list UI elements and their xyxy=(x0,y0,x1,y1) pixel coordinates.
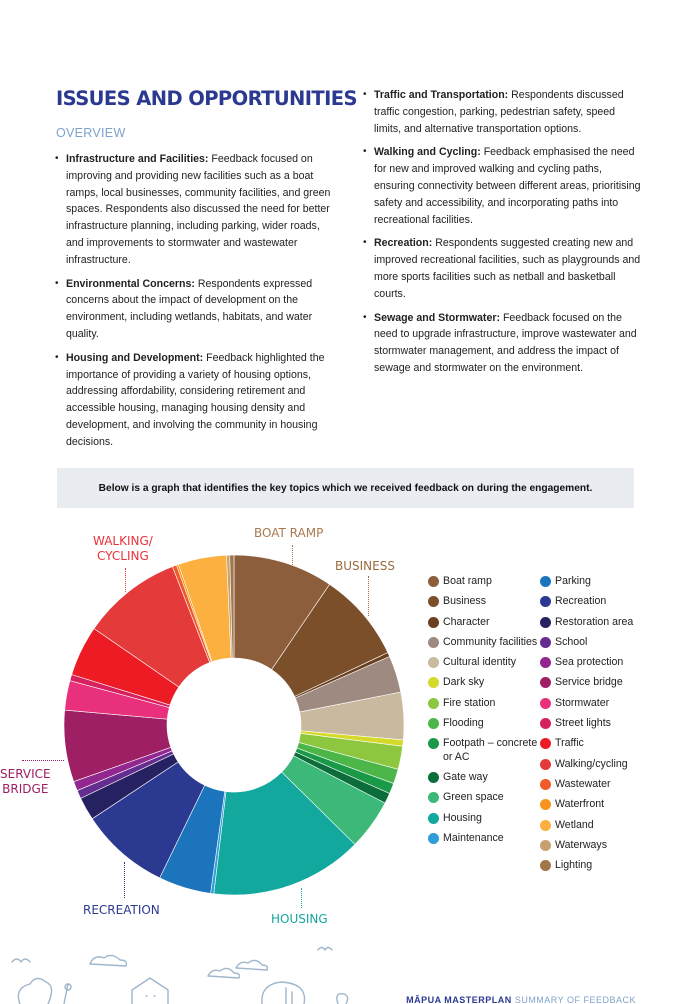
legend-item xyxy=(540,575,660,589)
bullet-text: Respondents expressed concerns about the impact of development on the environment, including wetlands, habitats, and water quality. xyxy=(66,277,313,340)
legend-item xyxy=(428,791,540,805)
legend-item xyxy=(428,636,540,650)
bullet-heading: Sewage and Stormwater: xyxy=(374,311,500,324)
legend-label: Street lights xyxy=(555,717,611,730)
legend-swatch xyxy=(540,820,551,831)
legend-swatch xyxy=(428,772,439,783)
legend-item xyxy=(428,771,540,785)
legend-item xyxy=(540,737,660,751)
legend-item xyxy=(540,859,660,873)
bullet-text: Respondents discussed traffic congestion, parking, pedestrian safety, speed limits, and alternative transportation options. xyxy=(374,89,624,135)
bullet-text: Feedback focused on the need to upgrade infrastructure, improve wastewater and stormwater management, and address the impact of sewage and stormwater on the environment. xyxy=(374,311,637,374)
legend-swatch xyxy=(540,759,551,770)
callout-service-bridge-leader xyxy=(22,760,64,761)
legend-swatch xyxy=(428,617,439,628)
footer-text: MĀPUA MASTERPLAN SUMMARY OF FEEDBACK xyxy=(406,995,636,1004)
legend-item xyxy=(428,616,540,630)
legend-column-1 xyxy=(428,575,540,852)
callout-walking-cycling-leader xyxy=(125,568,126,592)
legend-item xyxy=(428,717,540,731)
bird-icon xyxy=(12,959,30,962)
legend-swatch xyxy=(428,677,439,688)
legend-label: Boat ramp xyxy=(443,575,492,587)
callout-business-leader xyxy=(368,576,369,616)
legend-label: Parking xyxy=(555,575,591,587)
legend-label: Waterfront xyxy=(555,798,605,811)
legend-label: Gate way xyxy=(443,771,488,784)
legend-label: Business xyxy=(443,595,486,608)
legend-item xyxy=(540,778,660,792)
bullet-walking xyxy=(364,144,644,228)
legend-label: Waterways xyxy=(555,838,607,851)
legend-item xyxy=(428,656,540,670)
bullet-text: Feedback emphasised the need for new and improved walking and cycling paths, ensuring connectivity between different areas, prioritising safety and accessibility, and incorporating paths into recreational facilities. xyxy=(374,146,641,226)
legend-swatch xyxy=(540,840,551,851)
legend-item xyxy=(540,676,660,690)
legend-label: Service bridge xyxy=(555,676,623,689)
legend-swatch xyxy=(540,799,551,810)
bullet-heading: Environmental Concerns: xyxy=(66,277,195,290)
legend-label: Green space xyxy=(443,791,504,804)
legend-label: Traffic xyxy=(555,737,584,750)
legend-swatch xyxy=(428,813,439,824)
legend-item xyxy=(540,758,660,772)
legend-label: School xyxy=(555,635,588,648)
bullet-heading: Housing and Development: xyxy=(66,351,204,364)
legend-label: Fire station xyxy=(443,696,496,709)
legend-label: Housing xyxy=(443,811,482,824)
bird-icon xyxy=(318,948,332,951)
bullet-traffic xyxy=(364,87,644,137)
callout-recreation: RECREATION xyxy=(83,903,160,917)
legend-label: Community facilities xyxy=(443,635,538,648)
legend-item xyxy=(428,595,540,609)
legend-swatch xyxy=(540,596,551,607)
bullet-text: Feedback highlighted the importance of providing a variety of housing options, addressing affordability, considering retirement and accessible housing, managing housing density and development, and involving the community in housing decisions. xyxy=(66,351,325,448)
right-bullet-list xyxy=(364,87,644,384)
legend-item xyxy=(428,737,540,764)
page-title: ISSUES AND OPPORTUNITIES xyxy=(56,87,357,110)
legend-swatch xyxy=(428,718,439,729)
legend-item xyxy=(540,616,660,630)
callout-boat-ramp: BOAT RAMP xyxy=(254,526,324,540)
legend-label: Footpath – concrete or AC xyxy=(443,737,538,763)
legend-swatch xyxy=(428,738,439,749)
legend-swatch xyxy=(428,637,439,648)
legend-item xyxy=(540,717,660,731)
callout-business: BUSINESS xyxy=(335,559,395,573)
legend-item xyxy=(540,798,660,812)
legend-label: Wetland xyxy=(555,818,594,831)
legend-item xyxy=(540,595,660,609)
bullet-heading: Recreation: xyxy=(374,237,433,250)
callout-housing-leader xyxy=(301,888,302,908)
cloud-icon xyxy=(236,960,267,970)
legend-item xyxy=(540,697,660,711)
legend-label: Restoration area xyxy=(555,615,634,628)
legend-swatch xyxy=(540,657,551,668)
person-icon xyxy=(64,984,71,1004)
legend-swatch xyxy=(540,718,551,729)
legend-swatch xyxy=(540,860,551,871)
legend-swatch xyxy=(428,833,439,844)
legend-label: Stormwater xyxy=(555,696,610,709)
legend-label: Maintenance xyxy=(443,832,504,845)
callout-housing: HOUSING xyxy=(271,912,328,926)
legend-swatch xyxy=(540,637,551,648)
bullet-text: Feedback focused on improving and providing new facilities such as a boat ramps, local businesses, community facilities, and green spaces. Respondents also discussed the need for better infrastructure planning, including parking, wider roads, and improvements to stormwater and wastewater infrastructure. xyxy=(66,153,331,266)
shell-icon xyxy=(337,994,348,1004)
legend-label: Lighting xyxy=(555,859,593,872)
legend-label: Wastewater xyxy=(555,777,611,790)
tree-icon xyxy=(18,978,51,1004)
legend-label: Recreation xyxy=(555,595,607,608)
legend-item xyxy=(540,819,660,833)
legend-swatch xyxy=(540,677,551,688)
callout-walking-cycling: WALKING/ CYCLING xyxy=(93,534,153,563)
tree-icon xyxy=(286,988,292,1004)
legend-item xyxy=(540,656,660,670)
legend-swatch xyxy=(428,576,439,587)
bullet-recreation xyxy=(364,235,644,302)
left-bullet-list xyxy=(56,151,332,458)
bullet-sewage xyxy=(364,310,644,377)
bullet-text: Respondents suggested creating new and improved recreational facilities, such as playgrounds and more sports facilities such as netball and basketball courts. xyxy=(374,237,641,300)
legend-item xyxy=(428,832,540,846)
legend-item xyxy=(428,575,540,589)
legend-swatch xyxy=(428,596,439,607)
legend-swatch xyxy=(540,779,551,790)
legend-label: Walking/cycling xyxy=(555,757,628,770)
callout-service-bridge: SERVICE BRIDGE xyxy=(0,767,51,796)
bullet-heading: Traffic and Transportation: xyxy=(374,89,509,101)
legend-swatch xyxy=(540,698,551,709)
legend-swatch xyxy=(540,576,551,587)
section-subtitle: OVERVIEW xyxy=(56,126,126,140)
legend-item xyxy=(540,839,660,853)
callout-recreation-leader xyxy=(124,862,125,898)
bullet-infrastructure xyxy=(56,151,332,269)
legend-label: Sea protection xyxy=(555,656,624,669)
legend-item xyxy=(428,697,540,711)
legend-column-2 xyxy=(540,575,660,879)
legend-swatch xyxy=(540,617,551,628)
bullet-housing xyxy=(56,350,332,451)
bullet-heading: Infrastructure and Facilities: xyxy=(66,153,209,165)
legend-swatch xyxy=(428,792,439,803)
legend-item xyxy=(540,636,660,650)
legend-label: Character xyxy=(443,615,490,628)
house-icon xyxy=(132,978,168,1004)
tree-icon xyxy=(262,982,305,1004)
legend-label: Flooding xyxy=(443,717,484,730)
legend-swatch xyxy=(540,738,551,749)
legend-swatch xyxy=(428,657,439,668)
bullet-heading: Walking and Cycling: xyxy=(374,146,481,159)
legend-label: Dark sky xyxy=(443,676,485,689)
bullet-environment xyxy=(56,276,332,343)
legend-swatch xyxy=(428,698,439,709)
legend-label: Cultural identity xyxy=(443,656,517,669)
cloud-icon xyxy=(208,968,239,978)
legend-item xyxy=(428,812,540,826)
cloud-icon xyxy=(90,955,126,966)
legend-item xyxy=(428,676,540,690)
graph-intro-banner: Below is a graph that identifies the key topics which we received feedback on during the engagement. xyxy=(57,468,634,508)
callout-boat-ramp-leader xyxy=(292,545,293,565)
